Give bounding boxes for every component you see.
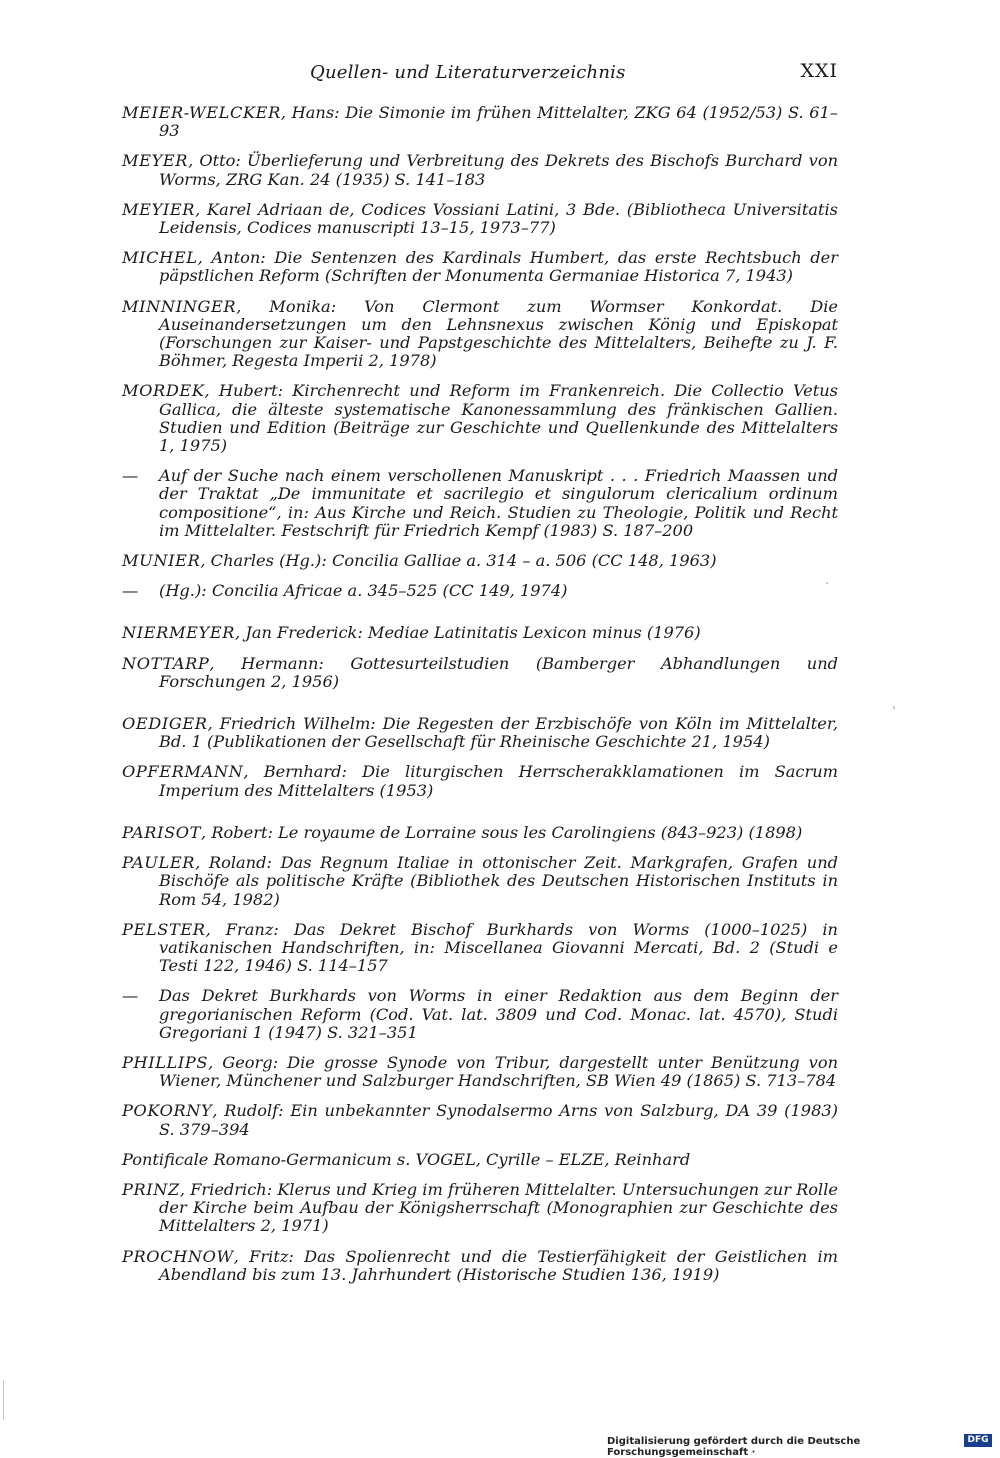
- bibliography-entry: [122, 763, 838, 799]
- entry-text: , Karel Adriaan de, Codices Vossiani Latini, 3 Bde. (Bibliotheca Universitatis Leidensis, Codices manuscripti 13–15, 1973–77): [159, 199, 838, 238]
- entry-text: , Friedrich: Klerus und Krieg im früheren Mittelalter. Untersuchungen zur Rolle der Kirche beim Aufbau der Königsherrschaft (Monographien zur Geschichte des Mittelalters 2, 1971): [159, 1179, 838, 1236]
- ditto-dash: —: [122, 986, 139, 1006]
- entry-text: , Georg: Die grosse Synode von Tribur, dargestellt unter Benützung von Wiener, Münchener und Salzburger Handschriften, SB Wien 49 (1865) S. 713–784: [159, 1052, 838, 1091]
- entry-text: , Franz: Das Dekret Bischof Burkhards von Worms (1000–1025) in vatikanischen Handschriften, in: Miscellanea Giovanni Mercati, Bd. 2 (Studi e Testi 122, 1946) S. 114–157: [159, 919, 838, 976]
- entry-author: NOTTARP: [122, 653, 210, 673]
- entry-author: MEIER-WELCKER: [122, 103, 281, 122]
- entry-text: Pontificale Romano-Germanicum s. VOGEL, Cyrille – ELZE, Reinhard: [122, 1149, 691, 1169]
- bibliography-entry: [122, 1181, 838, 1236]
- scan-speck: [3, 1380, 4, 1420]
- bibliography-entry: [122, 1054, 838, 1090]
- entry-author: OEDIGER: [122, 714, 208, 734]
- entry-text: Auf der Suche nach einem verschollenen Manuskript . . . Friedrich Maassen und der Traktat „De immunitate et sacrilegio et singulorum clericalium ordinum compositione“, in: Aus Kirche und Reich. Studien zu Theologie, Politik und Recht im Mittelalter. Festschrift für Friedrich Kempf (1983) S. 187–200: [159, 466, 838, 540]
- bibliography-entry: [122, 201, 838, 237]
- entry-text: , Hubert: Kirchenrecht und Reform im Frankenreich. Die Collectio Vetus Gallica, die älteste systematische Kanonessammlung des fränkischen Gallien. Studien und Edition (Beiträge zur Geschichte und Quellenkunde des Mittelalters 1, 1975): [159, 381, 838, 456]
- bibliography-entry: [122, 854, 838, 909]
- bibliography-entry: [122, 824, 838, 842]
- entry-author: PAULER: [122, 853, 196, 873]
- bibliography-entry: [122, 298, 838, 371]
- scan-speck: [826, 582, 828, 584]
- bibliography-entry: [122, 382, 838, 455]
- entry-author: POKORNY: [122, 1101, 213, 1121]
- entry-text: , Otto: Überlieferung und Verbreitung des Dekrets des Bischofs Burchard von Worms, ZRG Kan. 24 (1935) S. 141–183: [159, 151, 838, 189]
- bibliography-entry: [122, 1102, 838, 1138]
- entry-author: PARISOT: [122, 822, 202, 842]
- entry-text: , Jan Frederick: Mediae Latinitatis Lexicon minus (1976): [235, 623, 701, 643]
- bibliography-entry: [122, 152, 838, 188]
- entry-text: , Bernhard: Die liturgischen Herrscherakklamationen im Sacrum Imperium des Mittelalters (1953): [159, 762, 838, 800]
- bibliography-entry: [122, 624, 838, 642]
- entry-author: NIERMEYER: [122, 623, 236, 643]
- entry-text: , Roland: Das Regnum Italiae in ottonischer Zeit. Markgrafen, Grafen und Bischöfe als politische Kräfte (Bibliothek des Deutschen Historischen Instituts in Rom 54, 1982): [159, 853, 838, 909]
- entry-author: MORDEK: [122, 381, 205, 401]
- dfg-logo: DFG: [964, 1434, 992, 1447]
- entry-text: (Hg.): Concilia Africae a. 345–525 (CC 149, 1974): [159, 581, 568, 601]
- entry-text: , Rudolf: Ein unbekannter Synodalsermo Arns von Salzburg, DA 39 (1983) S. 379–394: [159, 1101, 838, 1139]
- bibliography-entry: [122, 1151, 838, 1169]
- bibliography-entry: [122, 715, 838, 751]
- bibliography-entry: [122, 921, 838, 976]
- running-title: Quellen- und Literaturverzeichnis: [310, 62, 626, 83]
- bibliography-entry: [122, 987, 838, 1042]
- entry-author: MEYER: [122, 151, 189, 171]
- bibliography-entry: [122, 104, 838, 140]
- entry-author: MICHEL: [122, 248, 198, 268]
- entry-author: OPFERMANN: [122, 762, 244, 782]
- entry-text: , Friedrich Wilhelm: Die Regesten der Erzbischöfe von Köln im Mittelalter, Bd. 1 (Publikationen der Gesellschaft für Rheinische Geschichte 21, 1954): [159, 714, 838, 752]
- bibliography-entry: [122, 1248, 838, 1284]
- entry-text: , Charles (Hg.): Concilia Galliae a. 314 – a. 506 (CC 148, 1963): [200, 551, 717, 571]
- bibliography-entry: [122, 655, 838, 691]
- page-header: [0, 60, 1000, 90]
- bibliography-list: [122, 104, 838, 1296]
- entry-author: MUNIER: [122, 551, 201, 571]
- bibliography-entry: [122, 552, 838, 570]
- bibliography-entry: [122, 582, 838, 600]
- ditto-dash: —: [122, 581, 139, 601]
- entry-author: PRINZ: [122, 1179, 180, 1199]
- entry-author: MEYIER: [122, 199, 196, 219]
- entry-author: PHILLIPS: [122, 1052, 209, 1072]
- ditto-dash: —: [122, 466, 139, 486]
- page-number: XXI: [800, 60, 838, 82]
- scan-speck: [893, 706, 895, 709]
- entry-text: , Hans: Die Simonie im frühen Mittelalter, ZKG 64 (1952/53) S. 61–93: [159, 103, 838, 141]
- entry-text: Das Dekret Burkhards von Worms in einer Redaktion aus dem Beginn der gregorianischen Reform (Cod. Vat. lat. 3809 und Cod. Monac. lat. 4570), Studi Gregoriani 1 (1947) S. 321–351: [159, 986, 838, 1042]
- entry-text: , Monika: Von Clermont zum Wormser Konkordat. Die Auseinandersetzungen um den Lehnsnexus zwischen König und Episkopat (Forschungen zur Kaiser- und Papstgeschichte des Mittelalters, Beihefte zu J. F. Böhmer, Regesta Imperii 2, 1978): [159, 296, 838, 371]
- entry-author: MINNINGER: [122, 296, 237, 316]
- bibliography-entry: [122, 249, 838, 285]
- entry-text: , Anton: Die Sentenzen des Kardinals Humbert, das erste Rechtsbuch der päpstlichen Reform (Schriften der Monumenta Germaniae Historica 7, 1943): [159, 248, 838, 286]
- entry-text: , Hermann: Gottesurteilstudien (Bamberger Abhandlungen und Forschungen 2, 1956): [159, 653, 838, 691]
- entry-author: PELSTER: [122, 919, 206, 939]
- bibliography-entry: [122, 467, 838, 540]
- digitization-credit: Digitalisierung gefördert durch die Deutsche Forschungsgemeinschaft ·: [607, 1436, 861, 1458]
- entry-text: , Fritz: Das Spolienrecht und die Testierfähigkeit der Geistlichen im Abendland bis zum 13. Jahrhundert (Historische Studien 136, 1919): [159, 1246, 838, 1284]
- entry-author: PROCHNOW: [122, 1246, 234, 1266]
- entry-text: , Robert: Le royaume de Lorraine sous les Carolingiens (843–923) (1898): [201, 822, 803, 842]
